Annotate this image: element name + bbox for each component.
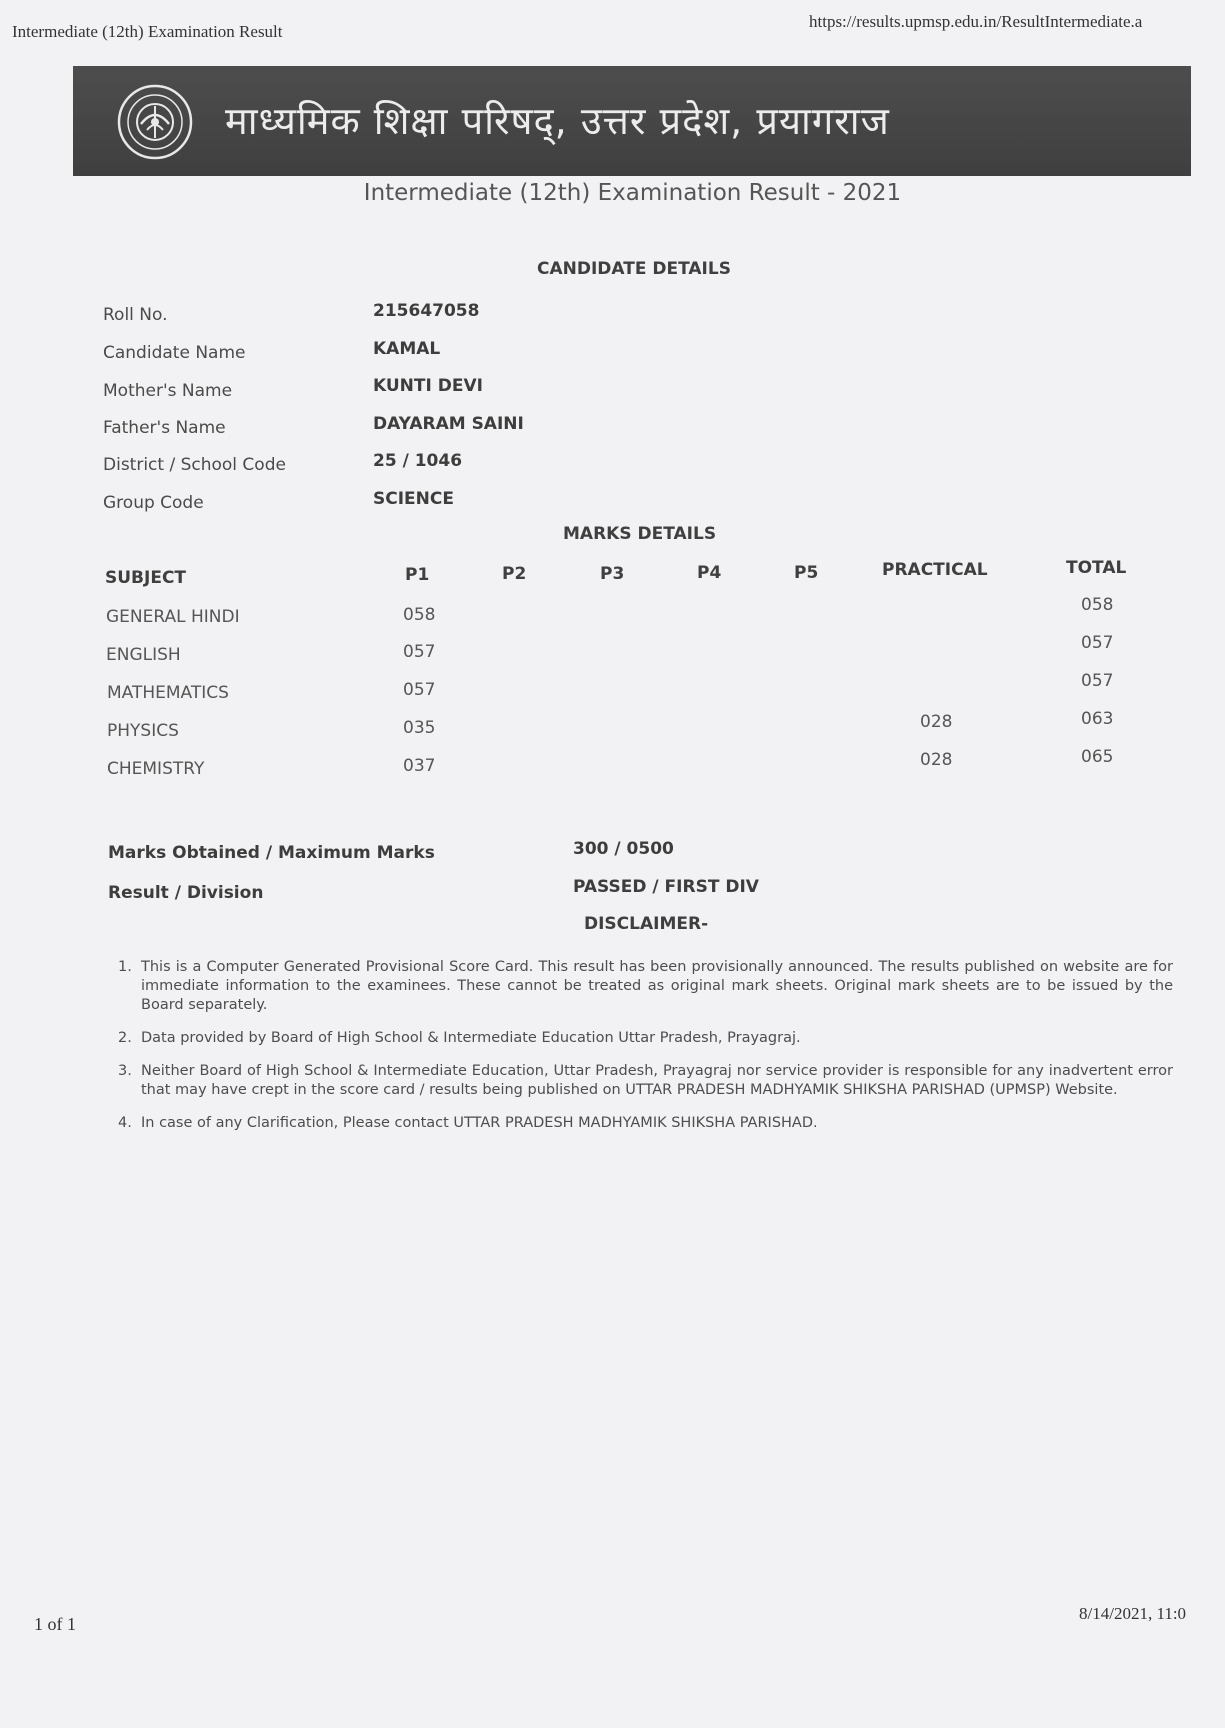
father-name-label: Father's Name <box>103 418 226 438</box>
marks-obtained-label: Marks Obtained / Maximum Marks <box>108 843 435 863</box>
candidate-name-value: KAMAL <box>373 339 441 359</box>
list-item: 3. Neither Board of High School & Intermediate Education, Uttar Pradesh, Prayagraj nor service provider is responsible for any inadvertent error that may have crept in the score card / results being published on UTTAR PRADESH MADHYAMIK SHIKSHA PARISHAD (UPMSP) Website. <box>118 1063 1173 1098</box>
list-item: 4. In case of any Clarification, Please contact UTTAR PRADESH MADHYAMIK SHIKSHA PARISHAD. <box>118 1115 818 1131</box>
table-row-total: 058 <box>1081 595 1114 615</box>
list-item: 1. This is a Computer Generated Provisional Score Card. This result has been provisionally announced. The results published on website are for immediate information to the examinees. These cannot be treated as original mark sheets. Original mark sheets are to be issued by the Board separately. <box>118 959 1173 1013</box>
disclaimer-heading: DISCLAIMER- <box>584 914 709 934</box>
table-row-total: 057 <box>1081 633 1114 653</box>
table-row-subject: PHYSICS <box>107 721 179 741</box>
col-practical: PRACTICAL <box>882 560 988 580</box>
table-row-p1: 037 <box>403 756 436 776</box>
print-datetime: 8/14/2021, 11:0 <box>1079 1604 1187 1623</box>
col-p3: P3 <box>600 564 625 584</box>
table-row-p1: 058 <box>403 605 436 625</box>
district-school-code-value: 25 / 1046 <box>373 451 463 471</box>
table-row-subject: MATHEMATICS <box>107 683 229 703</box>
result-division-value: PASSED / FIRST DIV <box>573 877 759 897</box>
candidate-name-label: Candidate Name <box>103 343 246 363</box>
table-row-total: 063 <box>1081 709 1114 729</box>
list-item: 2. Data provided by Board of High School & Intermediate Education Uttar Pradesh, Prayagraj. <box>118 1030 801 1046</box>
table-row-subject: GENERAL HINDI <box>106 607 240 627</box>
mother-name-label: Mother's Name <box>103 381 233 401</box>
roll-no-value: 215647058 <box>373 301 480 321</box>
table-row-subject: CHEMISTRY <box>107 759 205 779</box>
table-row-practical: 028 <box>920 712 953 732</box>
table-row-practical: 028 <box>920 750 953 770</box>
mother-name-value: KUNTI DEVI <box>373 376 483 396</box>
col-p1: P1 <box>405 565 430 585</box>
table-row-subject: ENGLISH <box>106 645 181 665</box>
marks-obtained-value: 300 / 0500 <box>573 839 674 859</box>
col-p4: P4 <box>697 563 722 583</box>
board-banner <box>73 66 1191 176</box>
district-school-code-label: District / School Code <box>103 455 286 475</box>
result-division-label: Result / Division <box>108 883 264 903</box>
table-row-p1: 035 <box>403 718 436 738</box>
table-row-total: 057 <box>1081 671 1114 691</box>
table-row-p1: 057 <box>403 642 436 662</box>
print-page-title: Intermediate (12th) Examination Result <box>12 22 283 41</box>
col-total: TOTAL <box>1066 558 1127 578</box>
father-name-value: DAYARAM SAINI <box>373 414 524 434</box>
up-govt-emblem-icon <box>117 84 193 160</box>
board-hindi-title: माध्यमिक शिक्षा परिषद्, उत्तर प्रदेश, प्रयागराज <box>225 99 890 143</box>
group-code-label: Group Code <box>103 493 204 513</box>
marks-details-heading: MARKS DETAILS <box>563 524 717 544</box>
col-subject: SUBJECT <box>105 568 187 588</box>
col-p2: P2 <box>502 564 527 584</box>
table-row-p1: 057 <box>403 680 436 700</box>
disclaimer-list <box>118 958 1173 1147</box>
table-row-total: 065 <box>1081 747 1114 767</box>
result-subtitle: Intermediate (12th) Examination Result - 2021 <box>363 180 902 206</box>
print-url: https://results.upmsp.edu.in/ResultIntermediate.a <box>809 12 1143 31</box>
col-p5: P5 <box>794 563 819 583</box>
group-code-value: SCIENCE <box>373 489 454 509</box>
roll-no-label: Roll No. <box>103 305 168 325</box>
print-page-count: 1 of 1 <box>34 1614 76 1634</box>
candidate-details-heading: CANDIDATE DETAILS <box>537 259 731 279</box>
